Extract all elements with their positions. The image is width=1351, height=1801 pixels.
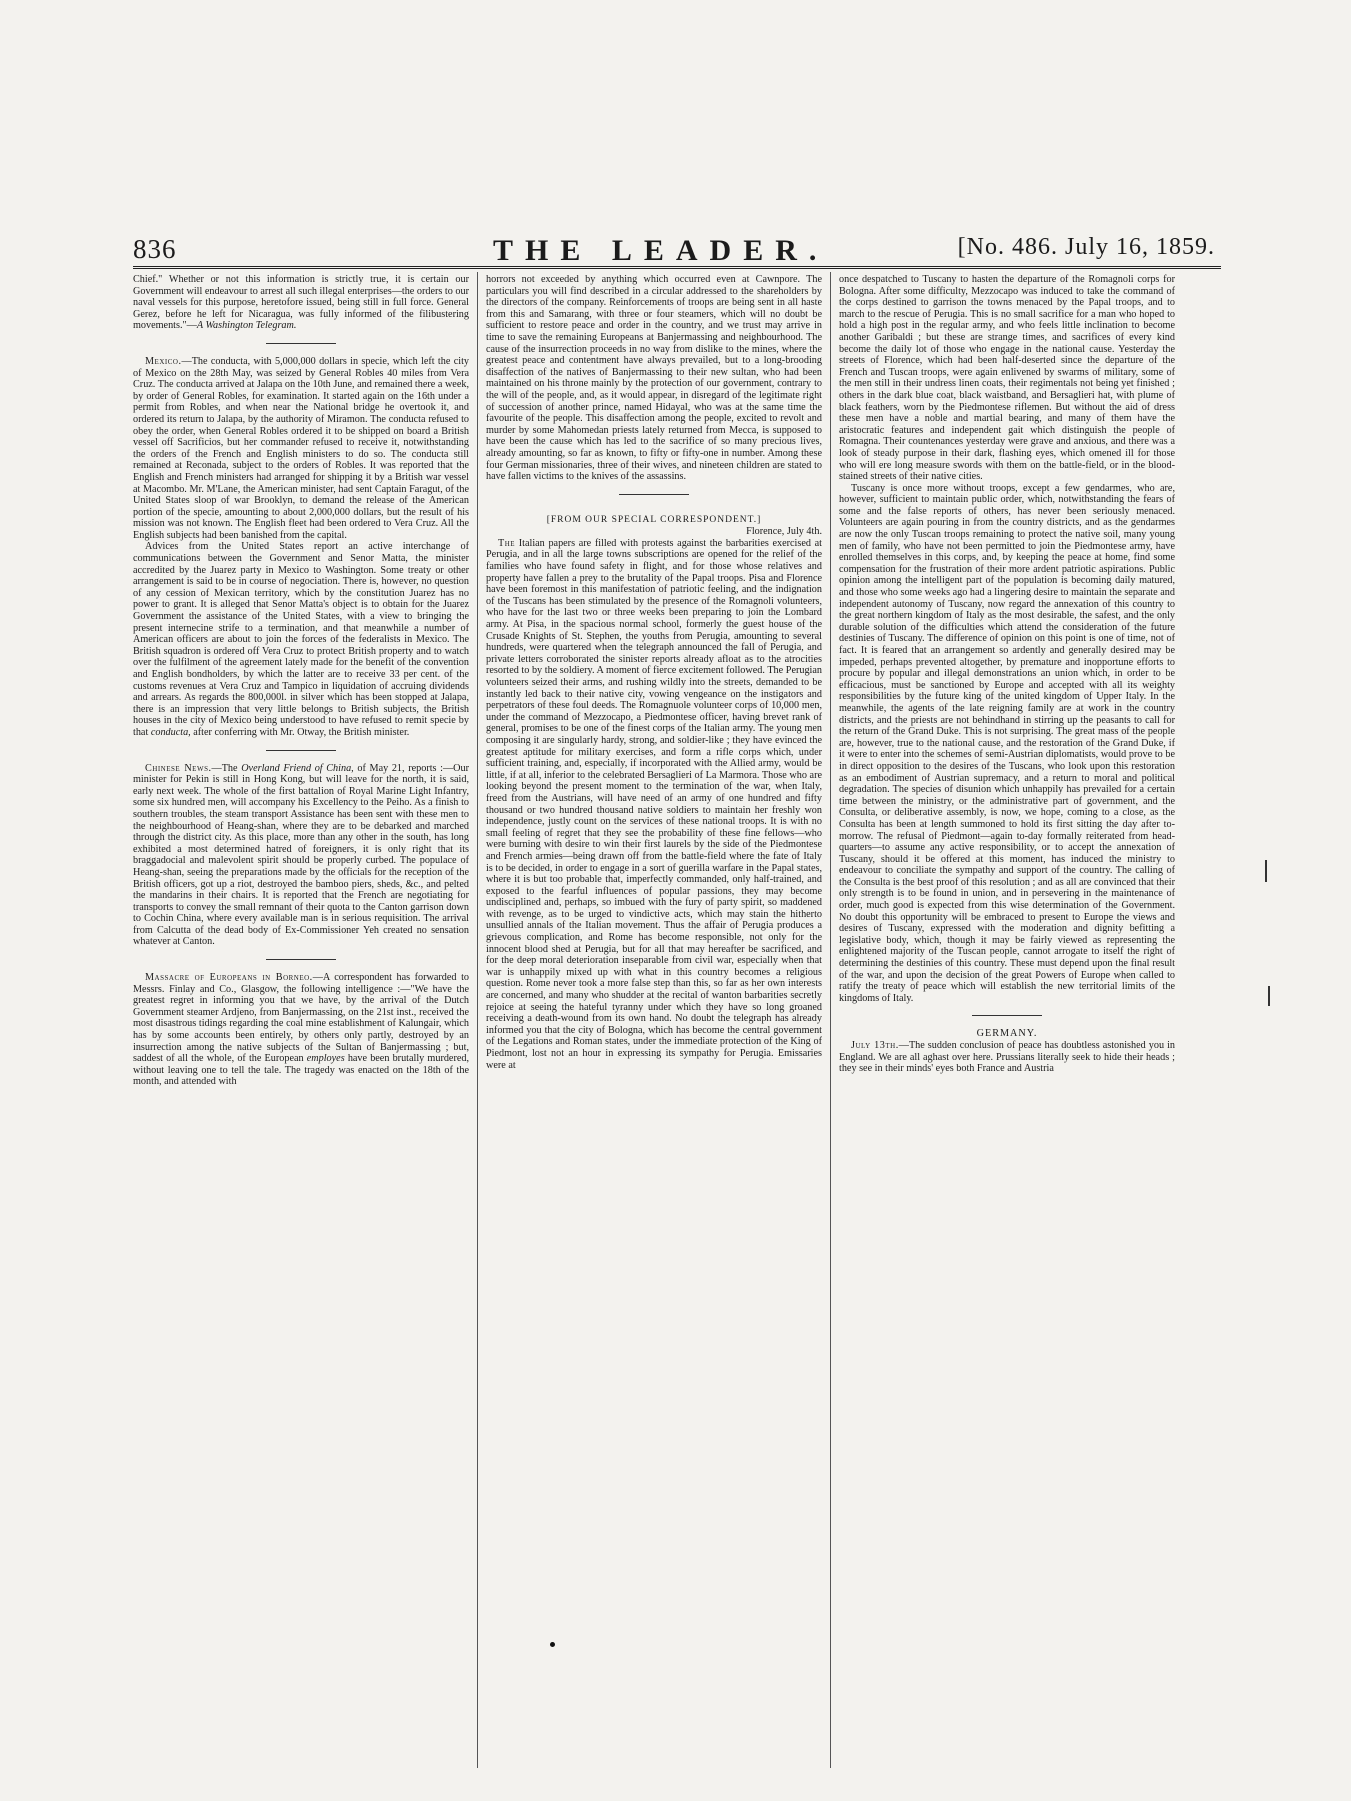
ink-blot bbox=[550, 1642, 555, 1647]
borneo-heading: Massacre of Europeans in Borneo. bbox=[145, 972, 313, 984]
column-2 bbox=[486, 274, 822, 1768]
section-separator bbox=[619, 494, 689, 495]
mexico-text-1: —The conducta, with 5,000,000 dollars in specie, which left the city of Mexico on the 28th May, was seized by General Robles 40 miles from Vera Cruz. The conducta arrived at Jalapa on the 10th June, and remained there a week, by order of General Robles, for examination. It started again on the 16th under a permit from Robles, and when near the National bridge he overtook it, and ordered its return to Jalapa, by the authority of Miramon. The conducta refused to obey the order, when General Robles ordered it to be shipped on board a British vessel off Sacrificios, but her commander refused to receive it, notwithstanding the orders of the French and English ministers to do so. The conducta still remained at Reconada, subject to the orders of Robles. It was reported that the English and French ministers had arranged for shipping it by a British war vessel at Macombo. Mr. M'Lane, the American minister, had sent Captain Faragut, of the United States sloop of war Brooklyn, to demand the release of the American portion of the specie, amounting to about 2,000,000 dollars, but the result of his mission was not known. The English fleet had been ordered to Vera Cruz. All the English subjects had been banished from the capital. bbox=[133, 355, 469, 541]
mexico-heading: Mexico. bbox=[145, 355, 182, 367]
germany-heading: GERMANY. bbox=[976, 1028, 1038, 1040]
mexico-text-2-end: after conferring with Mr. Otway, the British minister. bbox=[193, 726, 410, 738]
filibuster-source: A Washington Telegram. bbox=[196, 320, 297, 332]
margin-mark bbox=[1268, 986, 1270, 1006]
chinese-news-paper: Overland Friend of China, bbox=[241, 762, 354, 774]
column-1 bbox=[133, 274, 469, 1768]
page-header bbox=[133, 234, 1221, 267]
section-separator bbox=[266, 959, 336, 960]
section-separator bbox=[266, 750, 336, 751]
borneo-text-end: have been brutally murdered, without leaving one to tell the tale. The tragedy was enacted on the 18th of the month, and attended with bbox=[133, 1053, 469, 1088]
column-3 bbox=[839, 274, 1175, 1768]
employes-word: employes bbox=[306, 1053, 345, 1065]
chinese-news-dash: —The bbox=[211, 762, 238, 774]
borneo-continued: horrors not exceeded by anything which occurred even at Cawnpore. The particulars you will find described in a circular addressed to the shareholders by the directors of the company. Reinforcements of troops are being sent in all haste from this and Samarang, with three or four steamers, which will no doubt be sufficient to restore peace and order in the country, and we trust may arrive in time to save the remaining Europeans at Banjermassing and neighbourhood. The cause of the insurrection proceeds in no way from dislike to the mines, where the greatest peace and contentment have always prevailed, but to a long-brooding disaffection of the natives of Banjermassing to their new sultan, who had been maintained on his throne mainly by the protection of our government, contrary to the will of the people, and, as it would appear, in disregard of the legitimate right of succession of another prince, named Hidayal, who was at the same time the favourite of the people. This disaffection among the people, excited to revolt and murder by some Mahomedan priests lately returned from Mecca, is supposed to have been the cause which has led to the sacrifice of so many precious lives, already amounting, so far as known, to fifty or fifty-one in number. Among these four German missionaries, three of their wives, and nineteen children are stated to have fallen victims to the knives of the assassins. bbox=[486, 274, 822, 483]
header-rule bbox=[133, 266, 1221, 269]
chinese-news-paragraph bbox=[133, 763, 469, 949]
newspaper-title: THE LEADER. bbox=[493, 234, 829, 267]
borneo-text: —A correspondent has forwarded to Messrs. Finlay and Co., Glasgow, the following intelligence :—"We have the greatest regret in informing you that we have, by the arrival of the Dutch Government steamer Ardjeno, from Banjermassing, on the 21st inst., received the most disastrous tidings regarding the coal mine establishment of Kalungair, which has by some accounts been entirely, by others only partly, destroyed by an insurrection among the native subjects of the Sultan of Banjermassing ; but, saddest of all the whole, of the European bbox=[133, 972, 469, 1065]
section-separator bbox=[972, 1015, 1042, 1016]
chinese-news-heading: Chinese News. bbox=[145, 762, 212, 774]
section-separator bbox=[266, 343, 336, 344]
mexico-paragraph-1 bbox=[133, 356, 469, 542]
germany-date: July 13th. bbox=[851, 1040, 899, 1051]
filibuster-paragraph bbox=[133, 274, 469, 332]
column-rule-right bbox=[830, 272, 831, 1768]
chinese-news-text: of May 21, reports :—Our minister for Pekin is still in Hong Kong, but will leave for the north, it is said, early next week. The whole of the first battalion of Royal Marine Light Infantry, some six hundred men, will accompany his Excellency to the Peiho. As a finish to southern troubles, the steam transport Assistance has been sent with these men to the neighbourhood of Heang-shan, where they are to be debarked and marched through the district city. As this place, more than any other in the south, has long exhibited a most determined hatred of foreigners, it is only right that its braggadocial and malevolent spirit should be properly curbed. The populace of Heang-shan, seeing the preparations made by the officials for the reception of the British officers, got up a riot, destroyed the bamboo piers, sheds, &c., and pelted the mandarins in their chairs. It is reported that the French are negotiating for transports to convey the small remnant of their quota to the Canton garrison down to Cochin China, where every available man is in serious requisition. The arrival from Calcutta of the dead body of Ex-Commissioner Yeh created no sensation whatever at Canton. bbox=[133, 762, 469, 948]
column-rule-left bbox=[477, 272, 478, 1768]
italy-continued: once despatched to Tuscany to hasten the departure of the Romagnoli corps for Bologna. After some difficulty, Mezzocapo was induced to take the command of the corps destined to garrison the towns menaced by the Papal troops, and to march to the rescue of Perugia. This is no small sacrifice for a man who hoped to hold a high post in the regular army, and who feels little inclination to become another Garibaldi ; but these are strange times, and sacrifices of every kind become the daily lot of those who engage in the national cause. Yesterday the streets of Florence, which had been half-deserted since the departure of the French and Tuscan troops, were again enlivened by swarms of military, some of the men still in their undress linen coats, their regimentals not being yet finished ; others in the dark blue coat, black waistband, and Bersaglieri hat, with plume of black feathers, worn by the Piedmontese riflemen. But without the aid of dress these men have a noble and martial bearing, and many of them have the aristocratic features and independent gait which distinguish the people of Romagna. Their countenances yesterday were grave and anxious, and there was a look of steady purpose in their dark, flashing eyes, which omened ill for those who will ere long measure swords with them on the battle-field, or in the blood-stained streets of their native cities. bbox=[839, 274, 1175, 483]
germany-paragraph bbox=[839, 1040, 1175, 1075]
italy-paragraph bbox=[486, 538, 822, 1071]
margin-mark bbox=[1265, 860, 1267, 882]
tuscany-paragraph: Tuscany is once more without troops, except a few gendarmes, who are, however, sufficient to maintain public order, which, notwithstanding the fears of some and the false reports of others, has never been seriously menaced. Volunteers are again pouring in from the country districts, and as the gendarmes are now the only Tuscan troops remaining to protect the native soil, many young men of family, who have not been permitted to join the Piedmontese army, have enrolled themselves in this corps, and, by keeping the peace at home, find some compensation for the frustration of their more ardent patriotic aspirations. Public opinion among the intelligent part of the population is becoming daily matured, and those who some weeks ago had a lingering desire to maintain the separate and independent autonomy of Tuscany, now regard the annexation of this country to the great northern kingdom of Italy as the most desirable, the safest, and the only durable solution of the difficulties which attend the consideration of the future destinies of Tuscany. The difference of opinion on this point is one of time, not of fact. It is feared that an arrangement so ardently and generally desired may be impeded, perhaps prevented altogether, by premature and inopportune efforts to procure by popular and illegal demonstrations an union which, in order to be efficacious, must be sanctioned by Europe and accepted with all its weighty responsibilities by the future king of the united kingdom of Upper Italy. In the meanwhile, the agents of the late reigning family are at work in the country districts, and the priests are not behindhand in stirring up the peasants to call for the return of the Grand Duke. This is not surprising. The great mass of the people are, however, true to the national cause, and the restoration of the Grand Duke, if it were to enter into the schemes of semi-Austrian diplomatists, would prove to be in direct opposition to the desires of the Tuscans, who look upon this restoration as an embodiment of Austrian supremacy, and a return to moral and political degradation. The species of disunion which unhappily has prevailed for a certain time between the ministry, or the administrative part of government, and the Consulta, or deliberative assembly, is now, we hope, coming to a close, as the Consulta has been at length summoned to hold its first sitting the day after to-morrow. The refusal of Piedmont—again to-day formally reiterated from head-quarters—to assume any active responsibility, or to accept the annexation of Tuscany, should it be offered at this moment, has induced the ministry to endeavour to conciliate the sympathy and support of the country. The calling of the Consulta is the best proof of this resolution ; and as all are convinced that their only strength is to be found in union, and in persevering in the maintenance of order, much good is expected from this wise determination of the Government. No doubt this opportunity will be embraced to present to Europe the views and desires of Tuscany, expressed with the moderation and dignity befitting a legislative body, which, though it may be fairly viewed as representing the enlightened majority of the Tuscan people, cannot arrogate to itself the right of determining the destinies of this country. These must depend upon the final result of the war, and upon the decision of the great Powers of Europe when called to ratify the treaty of peace which will establish the new territorial limits of the kingdoms of Italy. bbox=[839, 482, 1175, 1004]
italy-lead-word: The bbox=[498, 537, 516, 549]
borneo-paragraph bbox=[133, 972, 469, 1088]
correspondent-heading: [FROM OUR SPECIAL CORRESPONDENT.] bbox=[546, 514, 762, 525]
page-number: 836 bbox=[133, 234, 177, 264]
florence-dateline: Florence, July 4th. bbox=[746, 526, 822, 538]
filibuster-text: Chief." Whether or not this information is strictly true, it is certain our Government will endeavour to arrest all such illegal enterprises—the orders to our naval vessels for this purpose, heretofore issued, being still in full force. General Gerez, before he left for Nicaragua, was fully informed of the filibustering movements."— bbox=[133, 274, 469, 332]
issue-date: [No. 486. July 16, 1859. bbox=[957, 234, 1215, 260]
italy-text: Italian papers are filled with protests against the barbarities exercised at Perugia, and in all the large towns subscriptions are opened for the relief of the families who have found safety in flight, and for those whose relatives and property have fallen a prey to the brutality of the Papal troops. Pisa and Florence have been foremost in this manifestation of patriotic feeling, and the indignation of the Tuscans has been stimulated by the presence of the Romagnoli volunteers, who have for the last two or three weeks been preparing to join the Lombard army. At Pisa, in the spacious normal school, formerly the guest house of the Crusade Knights of St. Stephen, the youths from Perugia, amounting to several hundreds, were quartered when the telegraph announced the fall of Perugia, and private letters corroborated the sinister reports already afloat as to the atrocities resorted to by the soldiery. A moment of fierce excitement followed. The Perugian volunteers seized their arms, and rushing wildly into the streets, demanded to be instantly led back to their native city, vowing vengeance on the instigators and perpetrators of these foul deeds. The Romagnuole volunteer corps of 10,000 men, under the command of Mezzocapo, a Piedmontese officer, having brevet rank of general, promises to be one of the finest corps of the Italian army. The young men composing it are singularly hardy, strong, and soldier-like ; they have evinced the greatest aptitude for military exercises, and form a rifle corps which, under sufficient training, and, especially, if incorporated with the Allied army, would be little, if at all, inferior to the celebrated Bersaglieri of La Marmora. Those who are looking beyond the present moment to the termination of the war, when Italy, freed from the Austrians, will have need of an army of one hundred and fifty thousand or two hundred thousand native soldiers to maintain her freshly won independence, justly count on the services of these national troops. It is with no small feeling of regret that they see the probability of these fine fellows—who were burning with desire to win their first laurels by the side of the Piedmontese and French armies—being drawn off from the battle-field where the fate of Italy is to be decided, in order to engage in a sort of guerilla warfare in the Papal states, where it is but too probable that, imperfectly commanded, only half-trained, and exposed to the fearful influences of popular passions, they may become undisciplined and, perhaps, so imbued with the fury of party spirit, so maddened with revenge, as to be urged to vindictive acts, which may stain the hitherto unsullied annals of the Italian movement. Thus the affair of Perugia produces a grievous complication, and Rome has become responsible, not only for the innocent blood shed at Perugia, but for all that may hereafter be sacrificed, and for the deep moral deterioration inseparable from civil war, especially when that war is unhappily mixed up with what in this country becomes a religious question. Rome never took a more false step than this, so far as her own interests are concerned, and many who shudder at the recital of wanton barbarities secretly rejoice at seeing the hateful tyranny under which they have so long groaned receiving a death-wound from its own hand. No doubt the telegraph has already informed you that the city of Bologna, which has become the central government of the Legations and Roman states, under the immediate protection of the King of Piedmont, lost not an hour in expressing its sympathy for Perugia. Emissaries were at bbox=[486, 537, 822, 1071]
conducta-word: conducta, bbox=[150, 726, 191, 738]
mexico-paragraph-2 bbox=[133, 541, 469, 738]
mexico-text-2: Advices from the United States report an active interchange of communications between the Government and Senor Matta, the minister accredited by the Juarez party in Mexico to Washington. Some treaty or other arrangement is said to be in course of negociation. There is, however, no question of any cession of Mexican territory, which by the constitution Juarez has no power to grant. It is alleged that Senor Matta's object is to obtain for the Juarez Government the assistance of the United States, with a view to bringing the present internecine strife to a termination, and that meanwhile a number of American officers are about to join the forces of the federalists in Mexico. The British squadron is ordered off Vera Cruz to protect British property and to watch over the fulfilment of the agreement lately made for the benefit of the convention and English bondholders, by which the latter are to receive 33 per cent. of the customs revenues at Vera Cruz and Tampico in liquidation of accruing dividends and arrears. As regards the 800,000l. in silver which has been stopped at Jalapa, there is an impression that very little belongs to British subjects, the British houses in the city of Mexico being understood to have refused to remit specie by that bbox=[133, 541, 469, 738]
germany-text: —The sudden conclusion of peace has doubtless astonished you in England. We are all aghast over here. Prussians literally seek to hide their heads ; they see in their minds' eyes both France and Austria bbox=[839, 1040, 1175, 1075]
